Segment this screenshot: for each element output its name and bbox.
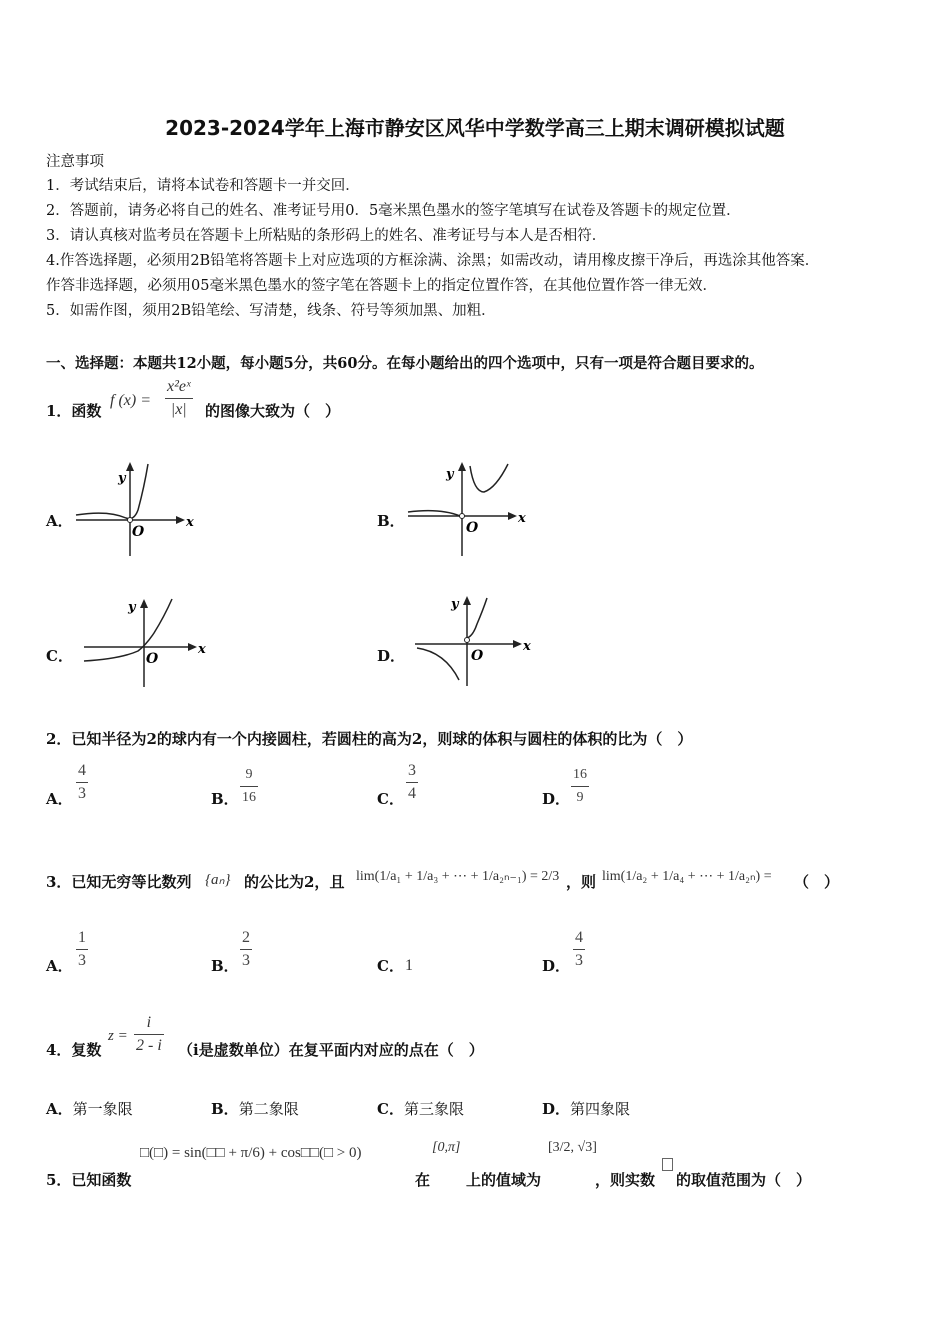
q1-formula-fraction xyxy=(165,378,193,419)
option-text: 第三象限 xyxy=(403,1100,464,1118)
curve-left xyxy=(408,511,460,516)
fraction-bar xyxy=(573,949,585,950)
q2-option-a-value xyxy=(76,762,88,803)
origin-label: O xyxy=(466,520,479,536)
q3-option-d-value xyxy=(573,929,585,970)
fraction-bar xyxy=(165,398,193,399)
fraction-bar xyxy=(240,949,252,950)
q4-formula-num: i xyxy=(146,1014,152,1031)
x-arrow-icon xyxy=(176,516,185,524)
option-text: 第二象限 xyxy=(238,1100,299,1118)
q4-option-a xyxy=(46,1098,133,1119)
denominator: 3 xyxy=(78,952,86,969)
q5-in: 在 xyxy=(415,1171,431,1189)
q4-option-b xyxy=(211,1098,299,1119)
y-arrow-icon xyxy=(140,599,148,608)
y-label: y xyxy=(118,471,126,486)
q4-formula-fraction xyxy=(134,1014,164,1055)
option-label: B． xyxy=(211,1100,239,1118)
numerator: 16 xyxy=(573,767,587,782)
denominator: 16 xyxy=(242,790,256,805)
notice-item: 2．答题前，请务必将自己的姓名、准考证号用0．5毫米黑色墨水的签字笔填写在试卷及答题卡的规定位置． xyxy=(46,203,741,219)
q1-graph-d xyxy=(405,590,535,690)
origin-label: O xyxy=(132,524,145,540)
origin-dot xyxy=(465,638,470,643)
q2-option-b-label: B． xyxy=(211,790,239,808)
origin-dot xyxy=(460,514,465,519)
option-label: D． xyxy=(542,1100,571,1118)
q3-then: ，则 xyxy=(566,873,597,891)
section-heading: 一、选择题：本题共12小题，每小题5分，共60分。在每小题给出的四个选项中，只有一项是符合题目要求的。 xyxy=(46,355,764,372)
q2-option-d-value xyxy=(571,766,589,807)
q3-limit-2: lim(1/a₂ + 1/a₄ + ⋯ + 1/a₂ₙ) = xyxy=(602,869,772,884)
numerator: 9 xyxy=(245,767,253,782)
q2-option-c-value xyxy=(406,762,418,803)
q3-option-d-label: D． xyxy=(542,957,571,975)
q3-limit-1: lim(1/a₁ + 1/a₃ + ⋯ + 1/a₂ₙ₋₁) = 2/3 xyxy=(356,869,560,884)
numerator: 2 xyxy=(242,929,250,946)
fraction-bar xyxy=(240,786,258,787)
q1-graph-c xyxy=(80,595,210,690)
placeholder-box-icon xyxy=(662,1158,673,1171)
q1-graph-a xyxy=(68,458,198,558)
page-title: 2023-2024学年上海市静安区风华中学数学高三上期末调研模拟试题 xyxy=(165,116,785,140)
origin-label: O xyxy=(471,648,484,664)
q1-suffix: 的图像大致为（ ） xyxy=(205,402,341,420)
notice-item: 5．如需作图，须用2B铅笔绘、写清楚，线条、符号等须加黑、加粗． xyxy=(46,303,496,319)
fraction-bar xyxy=(571,786,589,787)
q3-option-a-label: A． xyxy=(46,957,73,975)
x-arrow-icon xyxy=(188,643,197,651)
origin-label: O xyxy=(146,651,159,667)
q3-option-c-label: C． xyxy=(377,957,404,975)
q2-option-a-label: A． xyxy=(46,790,73,808)
denominator: 3 xyxy=(78,785,86,802)
numerator: 3 xyxy=(408,762,416,779)
q3-sequence: {aₙ} xyxy=(205,872,231,888)
q1-option-b-label: B． xyxy=(377,512,405,530)
q5-formula: □(□) = sin(□□ + π/6) + cos□□(□ > 0) xyxy=(140,1145,362,1161)
q3-prefix: 3．已知无穷等比数列 xyxy=(46,873,192,891)
q4-prefix: 4．复数 xyxy=(46,1041,102,1059)
denominator: 3 xyxy=(575,952,583,969)
option-label: C． xyxy=(377,1100,404,1118)
curve-right xyxy=(470,464,508,492)
q5-range-text: 上的值域为 xyxy=(466,1171,542,1189)
q3-option-c-value: 1 xyxy=(405,957,413,974)
q3-option-a-value xyxy=(76,929,88,970)
q1-prefix: 1．函数 xyxy=(46,402,102,420)
numerator: 4 xyxy=(78,762,86,779)
notice-item: 3．请认真核对监考员在答题卡上所粘贴的条形码上的姓名、准考证号与本人是否相符． xyxy=(46,228,607,244)
y-label: y xyxy=(446,467,454,482)
q1-formula-num: x²eˣ xyxy=(167,378,191,395)
numerator: 4 xyxy=(575,929,583,946)
y-arrow-icon xyxy=(458,462,466,471)
x-label: x xyxy=(198,642,206,657)
q3-option-b-value xyxy=(240,929,252,970)
q4-formula-den: 2 - i xyxy=(136,1037,162,1054)
q4-option-d xyxy=(542,1098,630,1119)
x-arrow-icon xyxy=(513,640,522,648)
q4-suffix: （i是虚数单位）在复平面内对应的点在（ ） xyxy=(178,1041,484,1059)
notice-heading: 注意事项 xyxy=(46,154,104,170)
q1-formula-den: |x| xyxy=(170,401,187,418)
y-label: y xyxy=(451,597,459,612)
q1-formula-left: f (x) = xyxy=(110,392,151,409)
q1-option-d-label: D． xyxy=(377,647,406,665)
q1-option-c-label: C． xyxy=(46,647,73,665)
denominator: 9 xyxy=(576,790,584,805)
fraction-bar xyxy=(134,1034,164,1035)
y-arrow-icon xyxy=(463,596,471,605)
x-arrow-icon xyxy=(508,512,517,520)
q3-option-b-label: B． xyxy=(211,957,239,975)
q2-option-b-value xyxy=(240,766,258,807)
q4-option-c xyxy=(377,1098,464,1119)
fraction-bar xyxy=(406,782,418,783)
fraction-bar xyxy=(76,782,88,783)
option-label: A． xyxy=(46,1100,73,1118)
q1-option-a-label: A． xyxy=(46,512,73,530)
q2-text: 2．已知半径为2的球内有一个内接圆柱，若圆柱的高为2，则球的体积与圆柱的体积的比为（ ） xyxy=(46,730,693,748)
q3-mid: 的公比为2，且 xyxy=(244,873,345,891)
q3-suffix: （ ） xyxy=(794,873,840,891)
fraction-bar xyxy=(76,949,88,950)
q4-formula-left: z = xyxy=(108,1028,128,1044)
x-label: x xyxy=(523,639,531,654)
denominator: 4 xyxy=(408,785,416,802)
q1-graph-b xyxy=(400,458,530,558)
y-label: y xyxy=(128,600,136,615)
q5-tail: 的取值范围为（ ） xyxy=(676,1171,812,1189)
numerator: 1 xyxy=(78,929,86,946)
x-label: x xyxy=(186,515,194,530)
denominator: 3 xyxy=(242,952,250,969)
q5-suffix: ，则实数 xyxy=(595,1171,656,1189)
y-arrow-icon xyxy=(126,462,134,471)
notice-item: 1．考试结束后，请将本试卷和答题卡一并交回． xyxy=(46,178,360,194)
q5-range: [3/2, √3] xyxy=(548,1140,597,1155)
q5-prefix: 5．已知函数 xyxy=(46,1171,132,1189)
x-label: x xyxy=(518,511,526,526)
q2-option-d-label: D． xyxy=(542,790,571,808)
option-text: 第一象限 xyxy=(72,1100,133,1118)
curve xyxy=(76,464,148,519)
origin-dot xyxy=(128,518,133,523)
q2-option-c-label: C． xyxy=(377,790,404,808)
notice-item: 作答非选择题，必须用05毫米黑色墨水的签字笔在答题卡上的指定位置作答，在其他位置作答一律无效． xyxy=(46,278,717,294)
curve-left xyxy=(417,648,459,680)
notice-item: 4.作答选择题，必须用2B铅笔将答题卡上对应选项的方框涂满、涂黑；如需改动，请用橡皮擦干净后，再选涂其他答案． xyxy=(46,253,820,269)
q5-interval: [0,π] xyxy=(432,1140,461,1155)
option-text: 第四象限 xyxy=(570,1100,631,1118)
